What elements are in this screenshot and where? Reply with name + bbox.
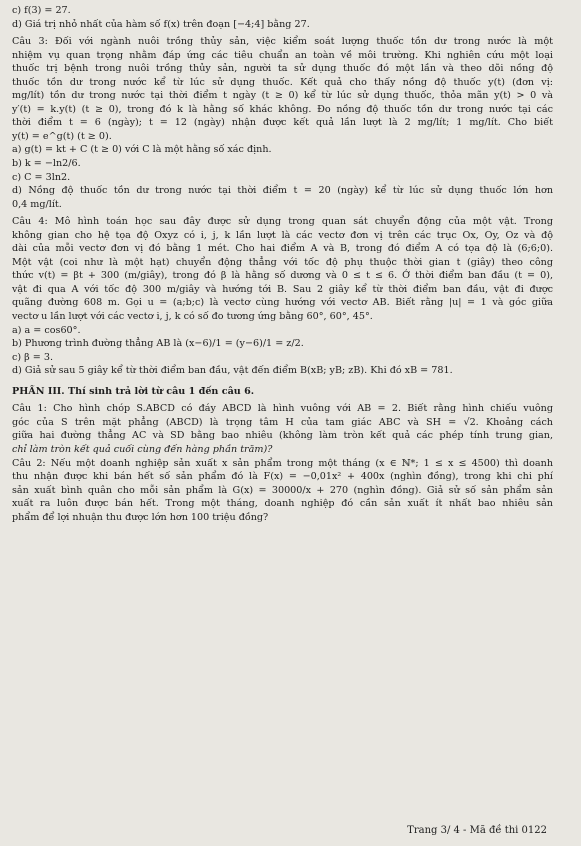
text-line: y′(t) = k.y(t) (t ≥ 0), trong đó k là hằng số khác không. Đo nồng độ thuốc tồn dư trong nước tại các: [12, 103, 553, 115]
text-line: a) g(t) = kt + C (t ≥ 0) với C là một hằng số xác định.: [12, 144, 272, 156]
text-line: b) Phương trình đường thẳng AB là (x−6)/1 = (y−6)/1 = z/2.: [12, 338, 304, 350]
text-line: sản xuất bình quân cho mỗi sản phẩm là G(x) = 30000/x + 270 (nghìn đồng). Giả sử số sản phẩm sản: [12, 484, 553, 496]
spacer: [12, 378, 553, 385]
text-line: a) a = cos60°.: [12, 324, 81, 336]
text-line: Câu 4: Mô hình toán học sau đây được sử dụng trong quan sát chuyển động của một vật. Trong: [12, 216, 553, 228]
text-line: phẩm để lợi nhuận thu được lớn hơn 100 triệu đồng?: [12, 511, 269, 523]
exam-body: [12, 4, 553, 524]
text-line: Một vật (coi như là một hạt) chuyển động thẳng với tốc độ phụ thuộc thời gian t (giây) theo công: [12, 256, 553, 268]
text-line: thuốc trị bệnh trong nuôi trồng thủy sản, người ta sử dụng thuốc đó một lần và theo dõi nồng độ: [12, 63, 553, 75]
page-footer: Trang 3/ 4 - Mã đề thi 0122: [407, 825, 547, 836]
text-line: b) k = −ln2/6.: [12, 158, 81, 170]
text-line: Câu 2: Nếu một doanh nghiệp sản xuất x sản phẩm trong một tháng (x ∈ ℕ*; 1 ≤ x ≤ 4500) thì doanh: [12, 457, 553, 469]
text-line: quãng đường 608 m. Gọi u = (a;b;c) là vectơ cùng hướng với vectơ AB. Biết rằng |u| = 1 và góc giữa: [12, 297, 553, 309]
text-line: xuất ra luôn được bán hết. Trong một tháng, doanh nghiệp đó cần sản xuất ít nhất bao nhiêu sản: [12, 498, 553, 510]
text-line: d) Giá trị nhỏ nhất của hàm số f(x) trên đoạn [−4;4] bằng 27.: [12, 18, 310, 30]
text-line: c) β = 3.: [12, 351, 54, 363]
text-line: dài của mỗi vectơ đơn vị đó bằng 1 mét. Cho hai điểm A và B, trong đó điểm A có tọa độ là (6;6;0).: [12, 243, 553, 255]
text-line: thuốc tồn dư trong nước kể từ lúc sử dụng thuốc. Kết quả cho thấy nồng độ thuốc y(t) (đơn vị:: [12, 76, 553, 88]
text-line: thời điểm t = 6 (ngày); t = 12 (ngày) nhận được kết quả lần lượt là 2 mg/lít; 1 mg/lít. Cho biết: [12, 117, 553, 129]
text-line: mg/lít) tồn dư trong nước tại thời điểm t ngày (t ≥ 0) kể từ lúc sử dụng thuốc, thỏa mãn y(t) > 0 và: [12, 90, 553, 102]
text-line: góc của S trên mặt phẳng (ABCD) là trọng tâm H của tam giác ABC và SH = √2. Khoảng cách: [12, 416, 553, 428]
text-line: Câu 3: Đối với ngành nuôi trồng thủy sản, việc kiểm soát lượng thuốc tồn dư trong nước là một: [12, 36, 553, 48]
text-line: thức v(t) = βt + 300 (m/giây), trong đó β là hằng số dương và 0 ≤ t ≤ 6. Ở thời điểm ban đầu (t = 0),: [12, 270, 553, 282]
text-line: không gian cho hệ tọa độ Oxyz có i, j, k lần lượt là các vectơ đơn vị trên các trục Ox, Oy, Oz và độ: [12, 229, 553, 241]
text-line: vectơ u lần lượt với các vectơ i, j, k có số đo tương ứng bằng 60°, 60°, 45°.: [12, 311, 373, 323]
text-line: chỉ làm tròn kết quả cuối cùng đến hàng phần trăm)?: [12, 443, 273, 455]
text-line: PHẦN III. Thí sinh trả lời từ câu 1 đến câu 6.: [12, 385, 255, 397]
text-line: y(t) = e^g(t) (t ≥ 0).: [12, 130, 112, 142]
text-line: c) C = 3ln2.: [12, 171, 71, 183]
text-line: d) Nồng độ thuốc tồn dư trong nước tại thời điểm t = 20 (ngày) kể từ lúc sử dụng thuốc lớn hơn: [12, 185, 553, 197]
text-line: c) f(3) = 27.: [12, 5, 71, 16]
text-line: nhiệm vụ quan trọng nhằm đáp ứng các tiêu chuẩn an toàn về môi trường. Khi nghiên cứu một loại: [12, 49, 553, 61]
text-line: Câu 1: Cho hình chóp S.ABCD có đáy ABCD là hình vuông với AB = 2. Biết rằng hình chiếu vuông: [12, 403, 553, 415]
text-line: 0,4 mg/lít.: [12, 198, 62, 210]
text-line: d) Giả sử sau 5 giây kể từ thời điểm ban đầu, vật đến điểm B(xB; yB; zB). Khi đó xB = 781.: [12, 365, 453, 377]
text-line: thu nhận được khi bán hết số sản phẩm đó là F(x) = −0,01x² + 400x (nghìn đồng), trong khi chi phí: [12, 471, 553, 483]
text-line: vật đi qua A với tốc độ 300 m/giây và hướng tới B. Sau 2 giây kể từ thời điểm ban đầu, vật đi được: [12, 283, 553, 295]
text-line: giữa hai đường thẳng AC và SD bằng bao nhiêu (không làm tròn kết quả các phép tính trung gian,: [12, 430, 553, 442]
